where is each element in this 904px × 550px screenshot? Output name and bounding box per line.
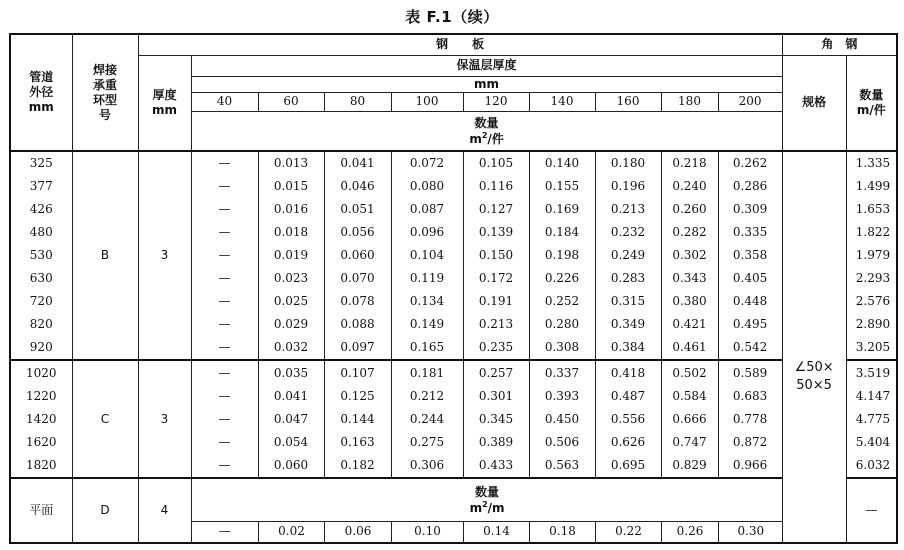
- table-cell: —: [218, 434, 231, 449]
- group-c-col-180: [661, 360, 718, 478]
- table-cell: 0.169: [544, 202, 580, 216]
- table-cell: 0.257: [478, 365, 514, 380]
- angle-quantity: 5.404: [855, 434, 891, 449]
- table-cell: 0.127: [478, 202, 514, 216]
- table-cell: 0.116: [478, 179, 514, 193]
- group-c-col-120: [463, 360, 529, 478]
- group-c-type: C: [72, 360, 138, 478]
- table-cell: —: [218, 365, 231, 380]
- thickness-40: 40: [191, 92, 258, 111]
- angle-quantity: 2.576: [855, 294, 891, 308]
- table-cell: 0.282: [672, 225, 707, 239]
- table-cell: 0.563: [544, 457, 580, 472]
- table-cell: 0.226: [544, 271, 580, 285]
- table-cell: 0.421: [672, 317, 707, 331]
- table-cell: 0.308: [544, 340, 580, 354]
- quantity-unit: $m^2/$件: [469, 130, 504, 146]
- thickness-80: 80: [324, 92, 391, 111]
- table-cell: 0.181: [409, 365, 445, 380]
- angle-steel-header: 角 钢: [782, 34, 897, 55]
- table-cell: 0.107: [340, 365, 375, 380]
- table-cell: —: [218, 248, 231, 262]
- group-d-subtable: [192, 479, 783, 542]
- table-cell: 0.184: [544, 225, 580, 239]
- table-cell: 0.343: [672, 271, 707, 285]
- table-cell: —: [218, 388, 231, 403]
- table-cell: 0.384: [610, 340, 646, 354]
- table-cell: 0.252: [544, 294, 580, 308]
- group-d-80: 0.06: [325, 521, 392, 542]
- table-cell: 0.448: [732, 294, 768, 308]
- group-c-diameters: [10, 360, 72, 478]
- table-cell: 0.218: [672, 156, 707, 170]
- table-cell: 0.140: [544, 156, 580, 170]
- table-cell: 0.542: [732, 340, 768, 354]
- table-cell: 0.302: [672, 248, 707, 262]
- table-cell: 0.306: [409, 457, 445, 472]
- angle-quantity-header: 数量 m/件: [846, 55, 897, 151]
- table-cell: 0.280: [544, 317, 580, 331]
- angle-quantity: 1.979: [855, 248, 891, 262]
- table-cell: 0.502: [672, 365, 707, 380]
- table-cell: 0.060: [340, 248, 375, 262]
- table-cell: 0.056: [340, 225, 375, 239]
- table-cell: 0.589: [732, 365, 768, 380]
- angle-quantity: 1.822: [855, 225, 891, 239]
- table-cell: 0.335: [732, 225, 768, 239]
- group-d-40: —: [192, 521, 259, 542]
- table-cell: 0.025: [273, 294, 309, 308]
- weld-ring-header: 焊接 承重 环型 号: [72, 34, 138, 151]
- group-b-angle-qty: [846, 151, 897, 360]
- angle-quantity: 6.032: [855, 457, 891, 472]
- group-d-quantity-unit: $m^2/m$: [469, 499, 505, 515]
- table-cell: 0.349: [610, 317, 646, 331]
- table-cell: 0.134: [409, 294, 445, 308]
- angle-quantity: 4.775: [855, 411, 891, 426]
- group-d-60: 0.02: [259, 521, 325, 542]
- table-cell: 0.060: [273, 457, 309, 472]
- angle-quantity: 1.335: [855, 156, 891, 170]
- group-d-type: D: [72, 478, 138, 543]
- pipe-diameter-header: 管道 外径 mm: [10, 34, 72, 151]
- table-cell: 0.337: [544, 365, 580, 380]
- thickness-180: 180: [661, 92, 718, 111]
- group-b-col-100: [391, 151, 463, 360]
- table-cell: 0.283: [610, 271, 646, 285]
- table-cell: 0.286: [732, 179, 768, 193]
- pipe-diameter: 1620: [25, 434, 57, 449]
- group-d-120: 0.14: [464, 521, 530, 542]
- insulation-unit: mm: [191, 76, 782, 92]
- table-cell: 0.165: [409, 340, 445, 354]
- group-c-thickness: 3: [138, 360, 191, 478]
- table-cell: 0.872: [732, 434, 768, 449]
- table-cell: 0.213: [478, 317, 514, 331]
- group-b-col-180: [661, 151, 718, 360]
- group-d-180: 0.26: [662, 521, 719, 542]
- table-cell: 0.018: [273, 225, 309, 239]
- quantity-header: [191, 111, 782, 151]
- group-d-diameter: 平面: [10, 478, 72, 543]
- table-cell: 0.487: [610, 388, 646, 403]
- angle-quantity: 3.519: [855, 365, 891, 380]
- table-cell: —: [218, 411, 231, 426]
- group-b-col-140: [529, 151, 595, 360]
- group-b-col-60: [258, 151, 324, 360]
- pipe-diameter: 530: [29, 248, 53, 262]
- group-b-col-200: [718, 151, 782, 360]
- table-cell: 0.046: [340, 179, 375, 193]
- thickness-140: 140: [529, 92, 595, 111]
- table-cell: 0.088: [340, 317, 375, 331]
- table-cell: 0.212: [409, 388, 445, 403]
- table-cell: 0.345: [478, 411, 514, 426]
- thickness-200: 200: [718, 92, 782, 111]
- thickness-100: 100: [391, 92, 463, 111]
- table-cell: 0.966: [732, 457, 768, 472]
- table-cell: 0.125: [340, 388, 375, 403]
- table-cell: 0.172: [478, 271, 514, 285]
- table-cell: 0.315: [610, 294, 646, 308]
- table-cell: 0.235: [478, 340, 514, 354]
- pipe-diameter: 630: [29, 271, 53, 285]
- group-c-col-200: [718, 360, 782, 478]
- table-cell: 0.087: [409, 202, 445, 216]
- pipe-diameter: 480: [29, 225, 53, 239]
- table-cell: 0.249: [610, 248, 646, 262]
- group-d-values: [191, 478, 782, 543]
- group-d-angle-qty: —: [846, 478, 897, 543]
- table-cell: 0.196: [610, 179, 646, 193]
- pipe-diameter: 1020: [25, 365, 57, 380]
- table-cell: —: [218, 179, 231, 193]
- table-cell: 0.433: [478, 457, 514, 472]
- table-cell: 0.182: [340, 457, 375, 472]
- table-cell: 0.506: [544, 434, 580, 449]
- angle-quantity: 1.499: [855, 179, 891, 193]
- table-cell: 0.019: [273, 248, 309, 262]
- table-cell: 0.556: [610, 411, 646, 426]
- table-cell: —: [218, 156, 231, 170]
- group-b-col-120: [463, 151, 529, 360]
- table-cell: 0.393: [544, 388, 580, 403]
- group-c-col-40: [191, 360, 258, 478]
- table-title: 表 F.1（续）: [405, 8, 499, 26]
- group-b-thickness: 3: [138, 151, 191, 360]
- table-cell: 0.096: [409, 225, 445, 239]
- angle-quantity: 4.147: [855, 388, 891, 403]
- table-cell: 0.149: [409, 317, 445, 331]
- table-cell: 0.016: [273, 202, 309, 216]
- angle-spec: ∠50× 50×5: [782, 151, 846, 543]
- group-b-col-40: [191, 151, 258, 360]
- pipe-diameter: 1420: [25, 411, 57, 426]
- table-cell: 0.275: [409, 434, 445, 449]
- table-cell: —: [218, 271, 231, 285]
- table-cell: 0.155: [544, 179, 580, 193]
- table-cell: 0.041: [273, 388, 309, 403]
- table-cell: 0.054: [273, 434, 309, 449]
- table-cell: 0.666: [672, 411, 707, 426]
- table-cell: 0.232: [610, 225, 646, 239]
- table-cell: 0.144: [340, 411, 375, 426]
- insulation-thickness-header: 保温层厚度: [191, 55, 782, 76]
- table-cell: 0.301: [478, 388, 514, 403]
- table-cell: 0.023: [273, 271, 309, 285]
- table-cell: 0.778: [732, 411, 768, 426]
- group-d-quantity-header: [192, 479, 783, 521]
- table-cell: 0.097: [340, 340, 375, 354]
- table-cell: 0.047: [273, 411, 309, 426]
- group-d-quantity-label: 数量: [475, 484, 500, 499]
- table-cell: 0.380: [672, 294, 707, 308]
- table-cell: 0.495: [732, 317, 768, 331]
- group-c-angle-qty: [846, 360, 897, 478]
- table-cell: 0.213: [610, 202, 646, 216]
- table-cell: 0.626: [610, 434, 646, 449]
- table-cell: 0.029: [273, 317, 309, 331]
- group-d-100: 0.10: [392, 521, 464, 542]
- pipe-diameter: 377: [29, 179, 53, 193]
- angle-quantity: 2.293: [855, 271, 891, 285]
- table-cell: 0.105: [478, 156, 514, 170]
- thickness-120: 120: [463, 92, 529, 111]
- table-cell: 0.051: [340, 202, 375, 216]
- table-cell: 0.013: [273, 156, 309, 170]
- table-cell: 0.244: [409, 411, 445, 426]
- table-cell: 0.035: [273, 365, 309, 380]
- thickness-60: 60: [258, 92, 324, 111]
- group-c-col-140: [529, 360, 595, 478]
- insulation-table: [9, 33, 898, 544]
- group-c-col-100: [391, 360, 463, 478]
- table-cell: 0.829: [672, 457, 707, 472]
- angle-quantity: 3.205: [855, 340, 891, 354]
- table-cell: 0.150: [478, 248, 514, 262]
- thickness-160: 160: [595, 92, 661, 111]
- table-cell: —: [218, 225, 231, 239]
- table-cell: 0.198: [544, 248, 580, 262]
- group-d-160: 0.22: [596, 521, 662, 542]
- spec-header: 规格: [782, 55, 846, 151]
- table-cell: —: [218, 457, 231, 472]
- pipe-diameter: 920: [29, 340, 53, 354]
- table-cell: 0.418: [610, 365, 646, 380]
- table-cell: 0.072: [409, 156, 445, 170]
- table-cell: 0.191: [478, 294, 514, 308]
- table-cell: 0.163: [340, 434, 375, 449]
- table-cell: 0.309: [732, 202, 768, 216]
- pipe-diameter: 720: [29, 294, 53, 308]
- table-cell: 0.180: [610, 156, 646, 170]
- pipe-diameter: 426: [29, 202, 53, 216]
- group-d-thickness: 4: [138, 478, 191, 543]
- table-cell: 0.032: [273, 340, 309, 354]
- table-cell: 0.104: [409, 248, 445, 262]
- steel-plate-header: 钢 板: [138, 34, 782, 55]
- table-cell: 0.695: [610, 457, 646, 472]
- table-cell: —: [218, 340, 231, 354]
- table-cell: 0.070: [340, 271, 375, 285]
- group-b-col-80: [324, 151, 391, 360]
- angle-quantity: 1.653: [855, 202, 891, 216]
- table-cell: 0.078: [340, 294, 375, 308]
- table-cell: 0.683: [732, 388, 768, 403]
- quantity-label: 数量: [474, 115, 499, 130]
- table-cell: 0.389: [478, 434, 514, 449]
- table-cell: 0.260: [672, 202, 707, 216]
- group-b-col-160: [595, 151, 661, 360]
- table-cell: 0.358: [732, 248, 768, 262]
- thickness-header: 厚度 mm: [138, 55, 191, 151]
- table-cell: 0.015: [273, 179, 309, 193]
- table-cell: 0.450: [544, 411, 580, 426]
- group-d-140: 0.18: [530, 521, 596, 542]
- group-c-col-60: [258, 360, 324, 478]
- group-c-col-160: [595, 360, 661, 478]
- table-cell: 0.461: [672, 340, 707, 354]
- angle-quantity: 2.890: [855, 317, 891, 331]
- pipe-diameter: 325: [29, 156, 53, 170]
- group-b-diameters: [10, 151, 72, 360]
- table-cell: 0.240: [672, 179, 707, 193]
- pipe-diameter: 820: [29, 317, 53, 331]
- table-cell: 0.262: [732, 156, 768, 170]
- table-cell: —: [218, 294, 231, 308]
- table-cell: 0.139: [478, 225, 514, 239]
- table-cell: 0.405: [732, 271, 768, 285]
- group-b-type: B: [72, 151, 138, 360]
- table-cell: 0.041: [340, 156, 375, 170]
- table-cell: 0.080: [409, 179, 445, 193]
- group-c-col-80: [324, 360, 391, 478]
- table-cell: 0.747: [672, 434, 707, 449]
- table-cell: —: [218, 317, 231, 331]
- group-d-200: 0.30: [719, 521, 783, 542]
- pipe-diameter: 1220: [25, 388, 57, 403]
- table-cell: 0.584: [672, 388, 707, 403]
- table-cell: 0.119: [409, 271, 445, 285]
- table-cell: —: [218, 202, 231, 216]
- pipe-diameter: 1820: [25, 457, 57, 472]
